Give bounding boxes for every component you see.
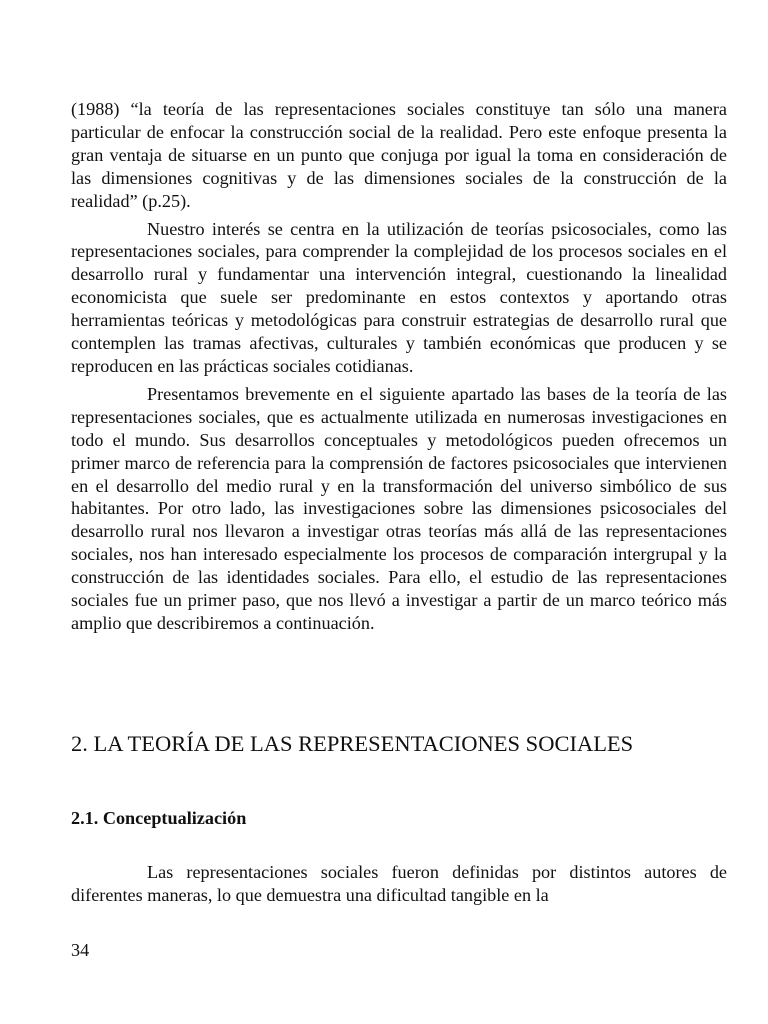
section-paragraph: Las representaciones sociales fueron definidas por distintos autores de diferentes maneras, lo que demuestra una dificultad tangible en la — [71, 862, 727, 905]
body-text — [71, 98, 727, 640]
paragraph-overview: Presentamos brevemente en el siguiente apartado las bases de la teoría de las representaciones sociales, que es actualmente utilizada en numerosas investigaciones en todo el mundo. Sus desarrollos conceptuales y metodológicos pueden ofrecemos un primer marco de referencia para la comprensión de factores psicosociales que intervienen en el desarrollo del medio rural y en la transformación del universo simbólico de sus habitantes. Por otro lado, las investigaciones sobre las dimensiones psicosociales del desarrollo rural nos llevaron a investigar otras teorías más allá de las representaciones sociales, nos han interesado especialmente los procesos de comparación intergrupal y la construcción de las identidades sociales. Para ello, el estudio de las representaciones sociales fue un primer paso, que nos llevó a investigar a partir de un marco teórico más amplio que describiremos a continuación. — [71, 383, 727, 633]
paragraph-interest: Nuestro interés se centra en la utilización de teorías psicosociales, como las representaciones sociales, para comprender la complejidad de los procesos sociales en el desarrollo rural y fundamentar una intervención integral, cuestionando la linealidad economicista que suele ser predominante en estos contextos y aportando otras herramientas teóricas y metodológicas para construir estrategias de desarrollo rural que contemplen las tramas afectivas, culturales y también económicas que producen y se reproducen en las prácticas sociales cotidianas. — [71, 218, 727, 376]
chapter-heading: 2. LA TEORÍA DE LAS REPRESENTACIONES SOCIALES — [71, 731, 634, 756]
section-heading: 2.1. Conceptualización — [71, 808, 247, 828]
paragraph-quote-continuation: (1988) “la teoría de las representaciones sociales constituye tan sólo una manera particular de enfocar la construcción social de la realidad. Pero este enfoque presenta la gran ventaja de situarse en un punto que conjuga por igual la toma en consideración de las dimensiones cognitivas y de las dimensiones sociales de la construcción de la realidad” (p.25). — [71, 99, 727, 211]
page-number: 34 — [71, 940, 90, 960]
